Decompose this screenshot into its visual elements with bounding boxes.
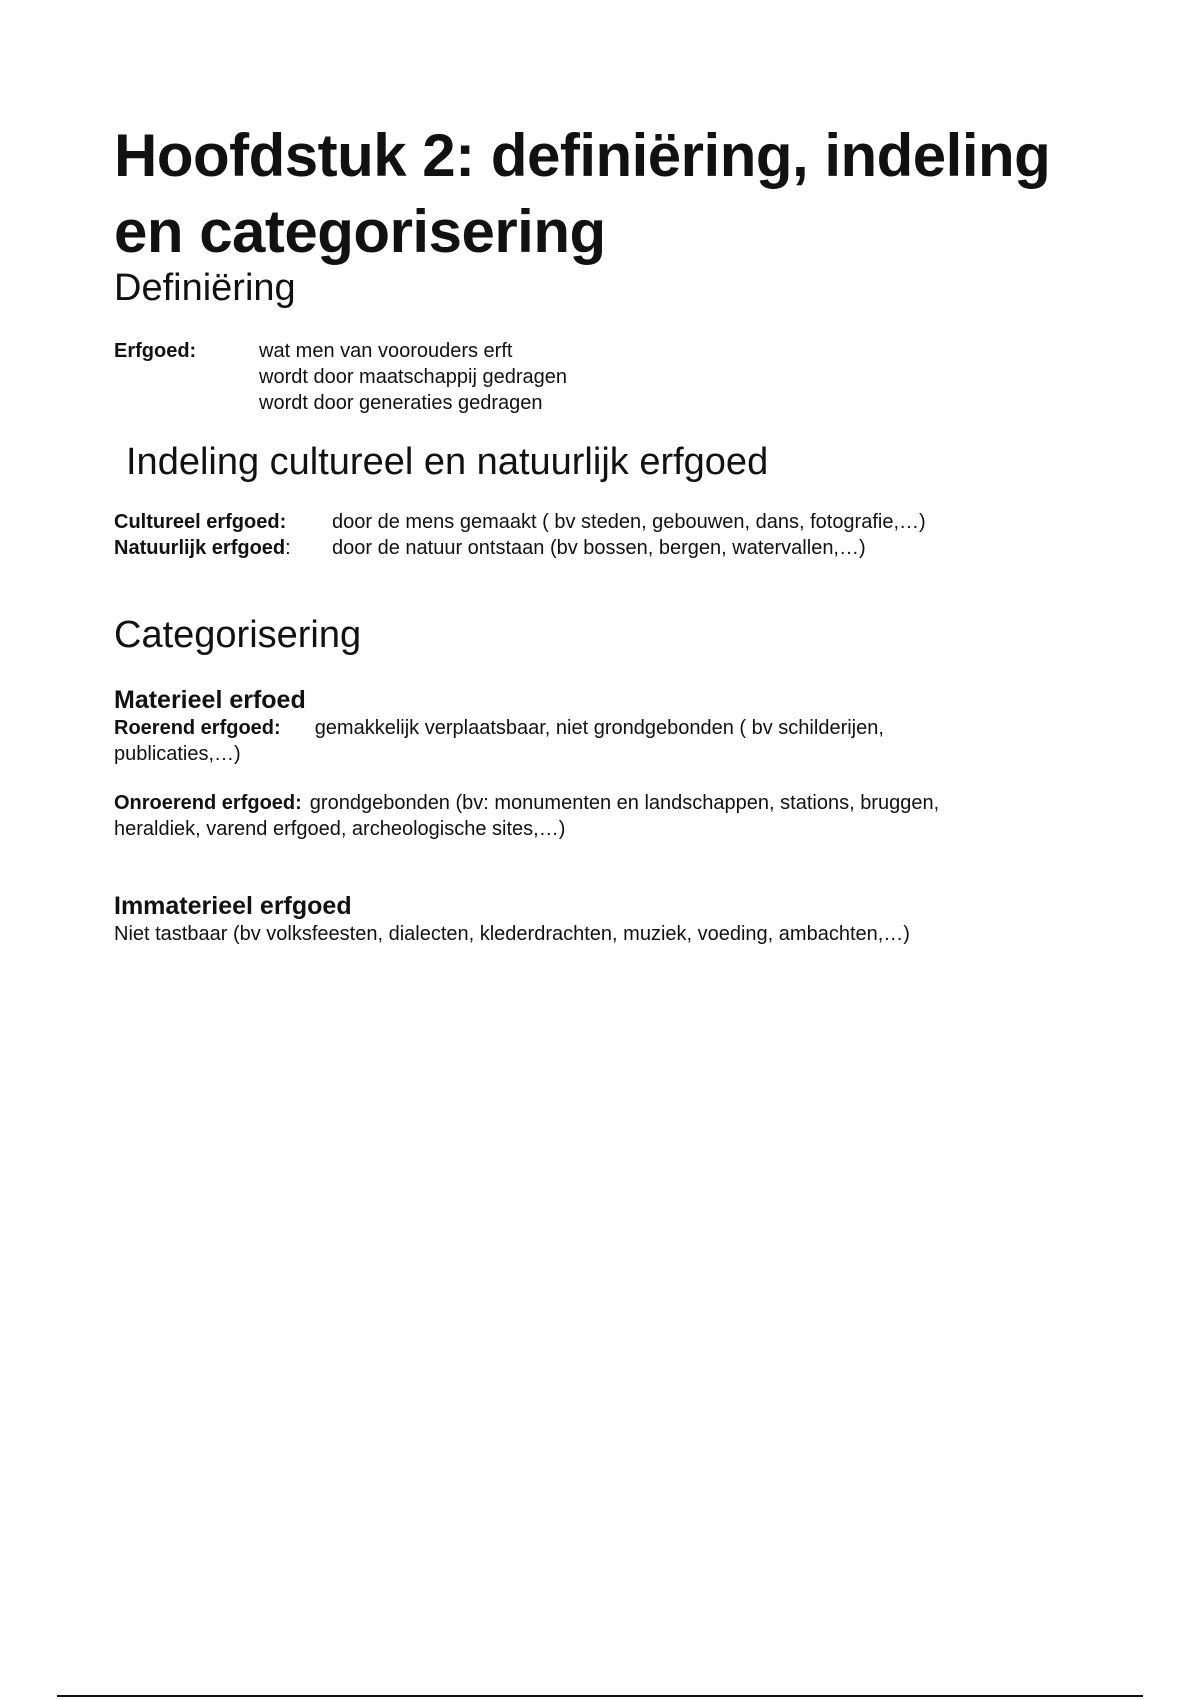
roerend-erfgoed-text-cont: publicaties,…) <box>114 743 241 765</box>
onroerend-erfgoed-label: Onroerend erfgoed: <box>114 792 302 814</box>
immaterieel-erfgoed-text: Niet tastbaar (bv volksfeesten, dialecten, klederdrachten, muziek, voeding, ambachten,…) <box>114 923 910 945</box>
roerend-erfgoed-paragraph <box>114 715 1064 767</box>
onroerend-erfgoed-paragraph <box>114 790 1064 842</box>
definition-term: Erfgoed: <box>114 340 197 362</box>
section-heading-categorisering: Categorisering <box>114 614 362 656</box>
definition-line: wordt door generaties gedragen <box>259 392 543 414</box>
subheading-immaterieel: Immaterieel erfgoed <box>114 892 352 920</box>
page-title: Hoofdstuk 2: definiëring, indeling en categorisering <box>114 122 1051 265</box>
natuurlijk-erfgoed-label: Natuurlijk erfgoed <box>114 537 286 559</box>
roerend-erfgoed-label: Roerend erfgoed: <box>114 717 281 739</box>
footer-divider <box>57 1695 1143 1697</box>
natuurlijk-erfgoed-colon: : <box>285 537 291 559</box>
subheading-materieel: Materieel erfoed <box>114 686 306 714</box>
roerend-erfgoed-text: gemakkelijk verplaatsbaar, niet grondgebonden ( bv schilderijen, <box>314 717 884 739</box>
definition-line: wat men van voorouders erft <box>259 340 513 362</box>
natuurlijk-erfgoed-text: door de natuur ontstaan (bv bossen, bergen, watervallen,…) <box>332 537 866 559</box>
section-heading-definiering: Definiëring <box>114 267 296 309</box>
natuurlijk-erfgoed-label-wrap <box>114 535 291 561</box>
definition-line: wordt door maatschappij gedragen <box>259 366 567 388</box>
section-heading-indeling: Indeling cultureel en natuurlijk erfgoed <box>126 441 769 483</box>
definition-lines <box>259 338 567 416</box>
onroerend-erfgoed-text: grondgebonden (bv: monumenten en landschappen, stations, bruggen, <box>309 792 940 814</box>
cultureel-erfgoed-text: door de mens gemaakt ( bv steden, gebouwen, dans, fotografie,…) <box>332 511 926 533</box>
onroerend-erfgoed-text-cont: heraldiek, varend erfgoed, archeologische sites,…) <box>114 818 566 840</box>
cultureel-erfgoed-label: Cultureel erfgoed: <box>114 511 287 533</box>
